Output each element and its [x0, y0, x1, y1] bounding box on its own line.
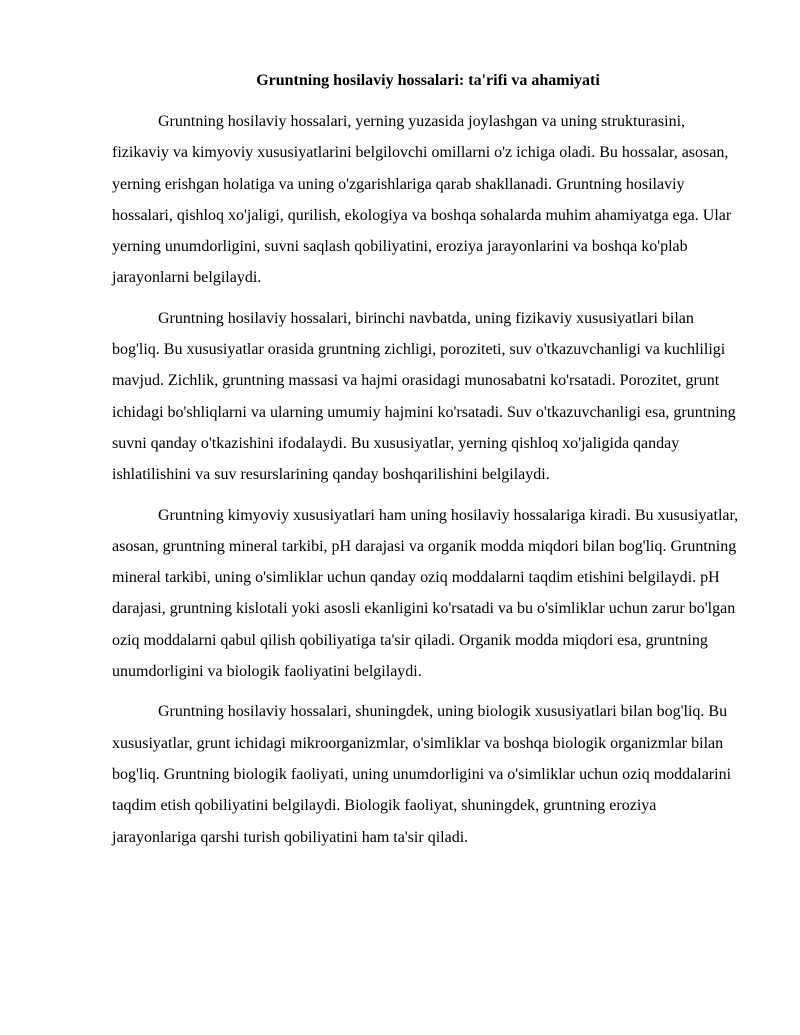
document-page [112, 70, 742, 862]
document-title: Gruntning hosilaviy hossalari: ta'rifi va ahamiyati [256, 72, 600, 89]
paragraph-3: Gruntning kimyoviy xususiyatlari ham uning hosilaviy hossalariga kiradi. Bu xususiyatlar, asosan, gruntning mineral tarkibi, pH darajasi va organik modda miqdori bilan bog'liq. Gruntning mineral tarkibi, uning o'simliklar uchun qanday oziq moddalarni taqdim etishini belgilaydi. pH darajasi, gruntning kislotali yoki asosli ekanligini ko'rsatadi va bu o'simliklar uchun zarur bo'lgan oziq moddalarni qabul qilish qobiliyatiga ta'sir qiladi. Organik modda miqdori esa, gruntning unumdorligini va biologik faoliyatini belgilaydi. [112, 506, 739, 681]
paragraph-2: Gruntning hosilaviy hossalari, birinchi navbatda, uning fizikaviy xususiyatlari bilan bog'liq. Bu xususiyatlar orasida gruntning zichligi, poroziteti, suv o'tkazuvchanligi va kuchliligi mavjud. Zichlik, gruntning massasi va hajmi orasidagi munosabatni ko'rsatadi. Porozitet, grunt ichidagi bo'shliqlarni va ularning umumiy hajmini ko'rsatadi. Suv o'tkazuvchanligi esa, gruntning suvni qanday o'tkazishini ifodalaydi. Bu xususiyatlar, yerning qishloq xo'jaligida qanday ishlatilishini va suv resurslarining qanday boshqarilishini belgilaydi. [112, 309, 736, 484]
paragraph-1: Gruntning hosilaviy hossalari, yerning yuzasida joylashgan va uning strukturasini, fizikaviy va kimyoviy xususiyatlarini belgilovchi omillarni o'z ichiga oladi. Bu hossalar, asosan, yerning erishgan holatiga va uning o'zgarishlariga qarab shakllanadi. Gruntning hosilaviy hossalari, qishloq xo'jaligi, qurilish, ekologiya va boshqa sohalarda muhim ahamiyatga ega. Ular yerning unumdorligini, suvni saqlash qobiliyatini, eroziya jarayonlarini va boshqa ko'plab jarayonlarni belgilaydi. [112, 113, 732, 287]
paragraph-4: Gruntning hosilaviy hossalari, shuningdek, uning biologik xususiyatlari bilan bog'liq. Bu xususiyatlar, grunt ichidagi mikroorganizmlar, o'simliklar va boshqa biologik organizmlar bilan bog'liq. Gruntning biologik faoliyati, uning unumdorligini va o'simliklar uchun oziq moddalarini taqdim etish qobiliyatini belgilaydi. Biologik faoliyat, shuningdek, gruntning eroziya jarayonlariga qarshi turish qobiliyatini ham ta'sir qiladi. [112, 703, 732, 846]
